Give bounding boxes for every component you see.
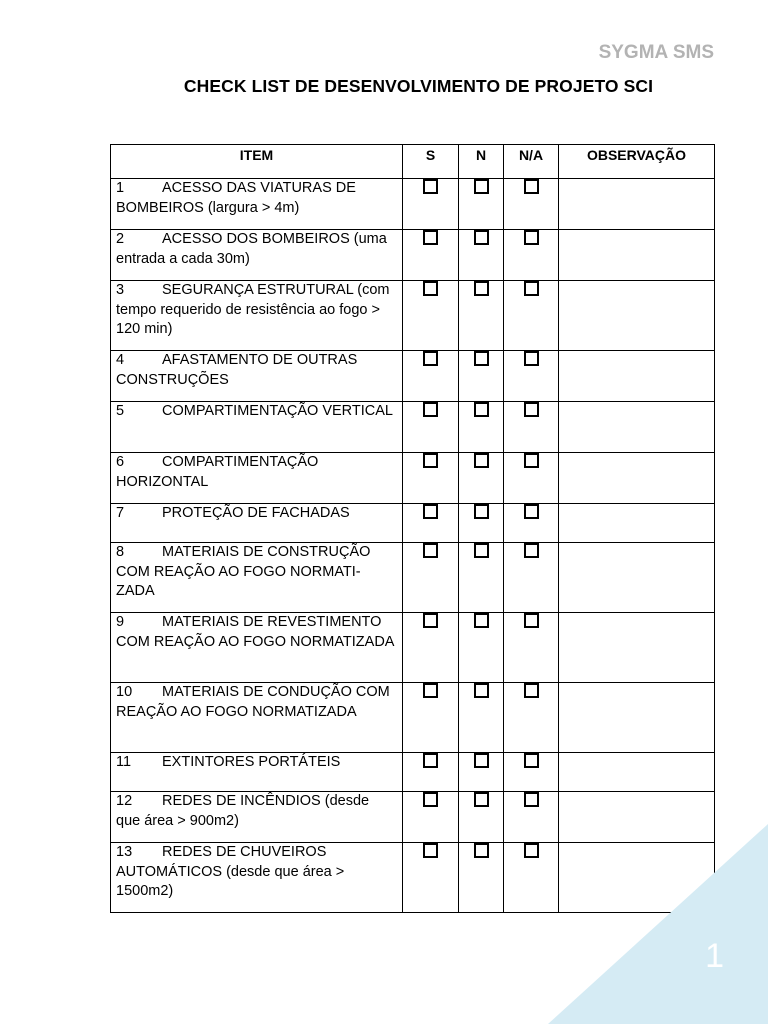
cell-n bbox=[459, 504, 504, 543]
observacao-cell[interactable] bbox=[559, 683, 715, 753]
checkbox-na[interactable] bbox=[524, 281, 539, 296]
cell-s bbox=[403, 281, 459, 351]
cell-na bbox=[504, 402, 559, 453]
item-cell bbox=[111, 402, 403, 453]
checkbox-n[interactable] bbox=[474, 402, 489, 417]
item-number: 10 bbox=[116, 684, 133, 700]
checkbox-s[interactable] bbox=[423, 402, 438, 417]
item-description: AFASTAMENTO DE OUTRAS CONSTRUÇÕES bbox=[116, 352, 358, 388]
cell-na bbox=[504, 683, 559, 753]
item-cell bbox=[111, 230, 403, 281]
checkbox-s[interactable] bbox=[423, 351, 438, 366]
checkbox-n[interactable] bbox=[474, 281, 489, 296]
cell-n bbox=[459, 453, 504, 504]
cell-n bbox=[459, 281, 504, 351]
checklist-table bbox=[110, 144, 715, 913]
item-cell bbox=[111, 543, 403, 613]
checkbox-s[interactable] bbox=[423, 281, 438, 296]
cell-na bbox=[504, 179, 559, 230]
checkbox-na[interactable] bbox=[524, 402, 539, 417]
column-header-na: N/A bbox=[504, 145, 559, 179]
item-cell bbox=[111, 351, 403, 402]
checkbox-s[interactable] bbox=[423, 792, 438, 807]
observacao-cell[interactable] bbox=[559, 543, 715, 613]
table-row bbox=[111, 402, 715, 453]
checkbox-na[interactable] bbox=[524, 843, 539, 858]
item-number: 12 bbox=[116, 793, 133, 809]
checkbox-s[interactable] bbox=[423, 683, 438, 698]
table-row bbox=[111, 230, 715, 281]
table-row bbox=[111, 683, 715, 753]
item-cell bbox=[111, 179, 403, 230]
item-number: 6 bbox=[116, 454, 125, 470]
brand-name: SYGMA SMS bbox=[598, 42, 714, 63]
checkbox-n[interactable] bbox=[474, 792, 489, 807]
observacao-cell[interactable] bbox=[559, 230, 715, 281]
item-description: PROTEÇÃO DE FACHADAS bbox=[162, 505, 350, 521]
checkbox-s[interactable] bbox=[423, 230, 438, 245]
checkbox-n[interactable] bbox=[474, 613, 489, 628]
observacao-cell[interactable] bbox=[559, 753, 715, 792]
checkbox-na[interactable] bbox=[524, 504, 539, 519]
cell-na bbox=[504, 792, 559, 843]
checkbox-na[interactable] bbox=[524, 179, 539, 194]
cell-na bbox=[504, 453, 559, 504]
cell-s bbox=[403, 351, 459, 402]
table-row bbox=[111, 792, 715, 843]
cell-na bbox=[504, 504, 559, 543]
item-description: ACESSO DAS VIATURAS DE BOMBEIROS (largura > 4m) bbox=[116, 180, 356, 216]
item-number: 8 bbox=[116, 544, 125, 560]
item-cell bbox=[111, 753, 403, 792]
column-header-item: ITEM bbox=[111, 145, 403, 179]
checkbox-n[interactable] bbox=[474, 753, 489, 768]
item-description: MATERIAIS DE CONSTRUÇÃO COM REAÇÃO AO FOGO NORMATI-ZADA bbox=[116, 544, 371, 599]
checkbox-s[interactable] bbox=[423, 613, 438, 628]
item-cell bbox=[111, 281, 403, 351]
checkbox-na[interactable] bbox=[524, 543, 539, 558]
item-number: 5 bbox=[116, 403, 125, 419]
checkbox-n[interactable] bbox=[474, 351, 489, 366]
item-cell bbox=[111, 792, 403, 843]
item-cell bbox=[111, 843, 403, 913]
cell-s bbox=[403, 843, 459, 913]
cell-s bbox=[403, 179, 459, 230]
table-row bbox=[111, 543, 715, 613]
cell-s bbox=[403, 792, 459, 843]
cell-n bbox=[459, 543, 504, 613]
cell-n bbox=[459, 753, 504, 792]
item-description: ACESSO DOS BOMBEIROS (uma entrada a cada 30m) bbox=[116, 231, 387, 267]
item-cell bbox=[111, 683, 403, 753]
table-row bbox=[111, 613, 715, 683]
table-row bbox=[111, 281, 715, 351]
observacao-cell[interactable] bbox=[559, 402, 715, 453]
checkbox-s[interactable] bbox=[423, 504, 438, 519]
item-number: 2 bbox=[116, 231, 125, 247]
cell-n bbox=[459, 843, 504, 913]
cell-na bbox=[504, 843, 559, 913]
cell-s bbox=[403, 683, 459, 753]
observacao-cell[interactable] bbox=[559, 504, 715, 543]
observacao-cell[interactable] bbox=[559, 351, 715, 402]
table-row bbox=[111, 179, 715, 230]
cell-na bbox=[504, 543, 559, 613]
cell-na bbox=[504, 613, 559, 683]
item-number: 11 bbox=[116, 754, 132, 770]
cell-s bbox=[403, 543, 459, 613]
cell-n bbox=[459, 683, 504, 753]
document-title: CHECK LIST DE DESENVOLVIMENTO DE PROJETO SCI bbox=[183, 76, 654, 96]
cell-n bbox=[459, 351, 504, 402]
checkbox-n[interactable] bbox=[474, 179, 489, 194]
checkbox-s[interactable] bbox=[423, 753, 438, 768]
item-number: 7 bbox=[116, 505, 125, 521]
cell-n bbox=[459, 613, 504, 683]
observacao-cell[interactable] bbox=[559, 453, 715, 504]
cell-s bbox=[403, 753, 459, 792]
item-description: EXTINTORES PORTÁTEIS bbox=[162, 754, 341, 770]
checkbox-na[interactable] bbox=[524, 351, 539, 366]
cell-na bbox=[504, 351, 559, 402]
item-cell bbox=[111, 504, 403, 543]
cell-na bbox=[504, 281, 559, 351]
observacao-cell[interactable] bbox=[559, 792, 715, 843]
item-number: 1 bbox=[116, 180, 125, 196]
checkbox-na[interactable] bbox=[524, 453, 539, 468]
checkbox-n[interactable] bbox=[474, 543, 489, 558]
cell-n bbox=[459, 179, 504, 230]
item-description: REDES DE CHUVEIROS AUTOMÁTICOS (desde que área > 1500m2) bbox=[116, 844, 345, 899]
checkbox-na[interactable] bbox=[524, 683, 539, 698]
item-description: COMPARTIMENTAÇÃO VERTICAL bbox=[162, 403, 393, 419]
column-header-n: N bbox=[459, 145, 504, 179]
table-row bbox=[111, 753, 715, 792]
cell-s bbox=[403, 613, 459, 683]
item-number: 13 bbox=[116, 844, 133, 860]
checkbox-n[interactable] bbox=[474, 453, 489, 468]
checkbox-na[interactable] bbox=[524, 753, 539, 768]
item-description: MATERIAIS DE CONDUÇÃO COM REAÇÃO AO FOGO NORMATIZADA bbox=[116, 684, 390, 720]
table-row bbox=[111, 504, 715, 543]
item-description: COMPARTIMENTAÇÃO HORIZONTAL bbox=[116, 454, 319, 490]
checkbox-s[interactable] bbox=[423, 843, 438, 858]
checkbox-s[interactable] bbox=[423, 543, 438, 558]
item-number: 3 bbox=[116, 282, 125, 298]
item-description: MATERIAIS DE REVESTIMENTO COM REAÇÃO AO FOGO NORMATIZADA bbox=[116, 614, 395, 650]
item-cell bbox=[111, 453, 403, 504]
item-description: SEGURANÇA ESTRUTURAL (com tempo requerido de resistência ao fogo > 120 min) bbox=[116, 282, 390, 337]
cell-n bbox=[459, 230, 504, 281]
column-header-observacao: OBSERVAÇÃO bbox=[559, 145, 715, 179]
item-number: 4 bbox=[116, 352, 125, 368]
table-row bbox=[111, 453, 715, 504]
checkbox-n[interactable] bbox=[474, 504, 489, 519]
cell-s bbox=[403, 230, 459, 281]
table-row bbox=[111, 843, 715, 913]
cell-s bbox=[403, 402, 459, 453]
observacao-cell[interactable] bbox=[559, 179, 715, 230]
checkbox-n[interactable] bbox=[474, 230, 489, 245]
cell-n bbox=[459, 402, 504, 453]
cell-s bbox=[403, 504, 459, 543]
cell-na bbox=[504, 753, 559, 792]
table-header-row bbox=[111, 145, 715, 179]
checkbox-s[interactable] bbox=[423, 453, 438, 468]
observacao-cell[interactable] bbox=[559, 613, 715, 683]
checkbox-n[interactable] bbox=[474, 683, 489, 698]
observacao-cell[interactable] bbox=[559, 281, 715, 351]
checkbox-na[interactable] bbox=[524, 230, 539, 245]
checkbox-na[interactable] bbox=[524, 792, 539, 807]
checkbox-s[interactable] bbox=[423, 179, 438, 194]
item-cell bbox=[111, 613, 403, 683]
page-number: 1 bbox=[705, 937, 724, 975]
checkbox-n[interactable] bbox=[474, 843, 489, 858]
table-row bbox=[111, 351, 715, 402]
cell-s bbox=[403, 453, 459, 504]
column-header-s: S bbox=[403, 145, 459, 179]
item-description: REDES DE INCÊNDIOS (desde que área > 900m2) bbox=[116, 793, 370, 829]
cell-na bbox=[504, 230, 559, 281]
cell-n bbox=[459, 792, 504, 843]
item-number: 9 bbox=[116, 614, 125, 630]
checkbox-na[interactable] bbox=[524, 613, 539, 628]
